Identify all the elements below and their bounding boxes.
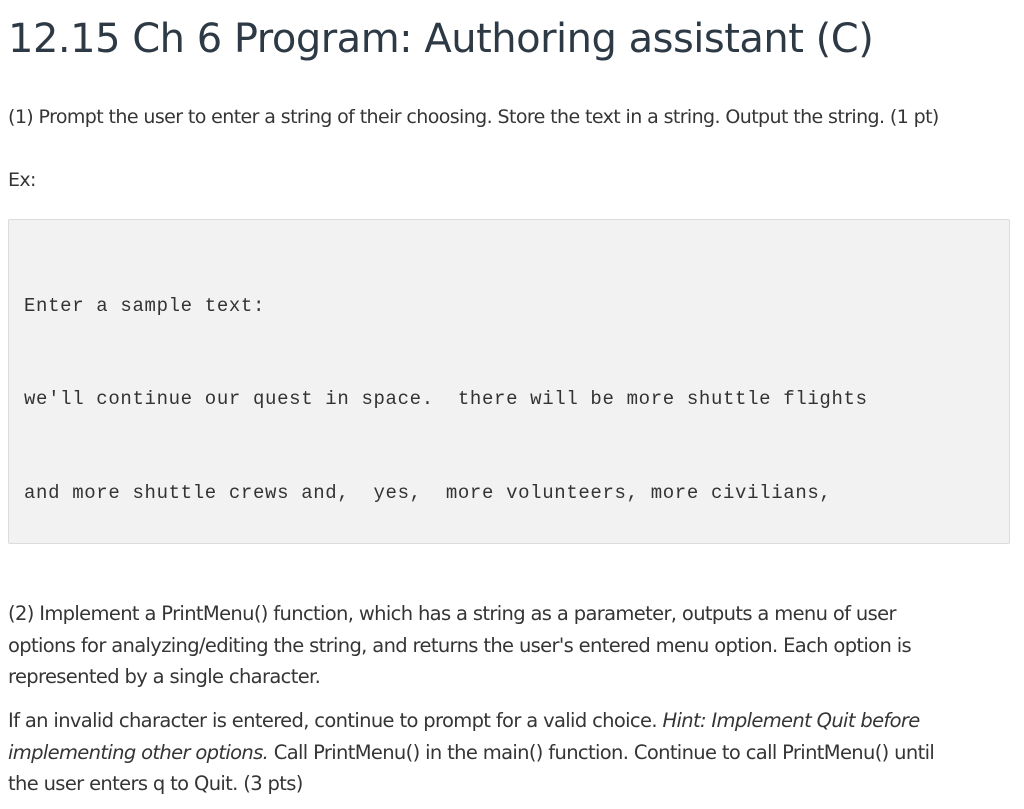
part2-line: options for analyzing/editing the string, and returns the user's entered menu option. Each option is (8, 633, 912, 657)
part2-line: represented by a single character. (8, 665, 321, 688)
part3-instructions (8, 705, 1008, 800)
hint-text: Hint: Implement Quit before (662, 709, 920, 732)
part2-instructions (8, 598, 1008, 693)
part3-line (8, 705, 1008, 737)
page-title: 12.15 Ch 6 Program: Authoring assistant (C) (8, 16, 874, 62)
code-line: Enter a sample text: (24, 294, 266, 317)
code-line: we'll continue our quest in space. there will be more shuttle flights (24, 388, 868, 411)
example-label: Ex: (8, 169, 36, 191)
part1-instructions: (1) Prompt the user to enter a string of their choosing. Store the text in a string. Output the string. (1 pt) (8, 106, 939, 128)
hint-text: implementing other options. (8, 740, 269, 764)
part3-text: If an invalid character is entered, continue to prompt for a valid choice. (8, 709, 663, 732)
code-line: and more shuttle crews and, yes, more volunteers, more civilians, (24, 482, 832, 505)
part3-text: Call PrintMenu() in the main() function. Continue to call PrintMenu() until (268, 740, 935, 764)
part3-line (8, 737, 1008, 769)
part3-line: the user enters q to Quit. (3 pts) (8, 772, 303, 795)
example-output-code-block (8, 219, 1010, 544)
part2-line: (2) Implement a PrintMenu() function, which has a string as a parameter, outputs a menu of user (8, 602, 896, 625)
